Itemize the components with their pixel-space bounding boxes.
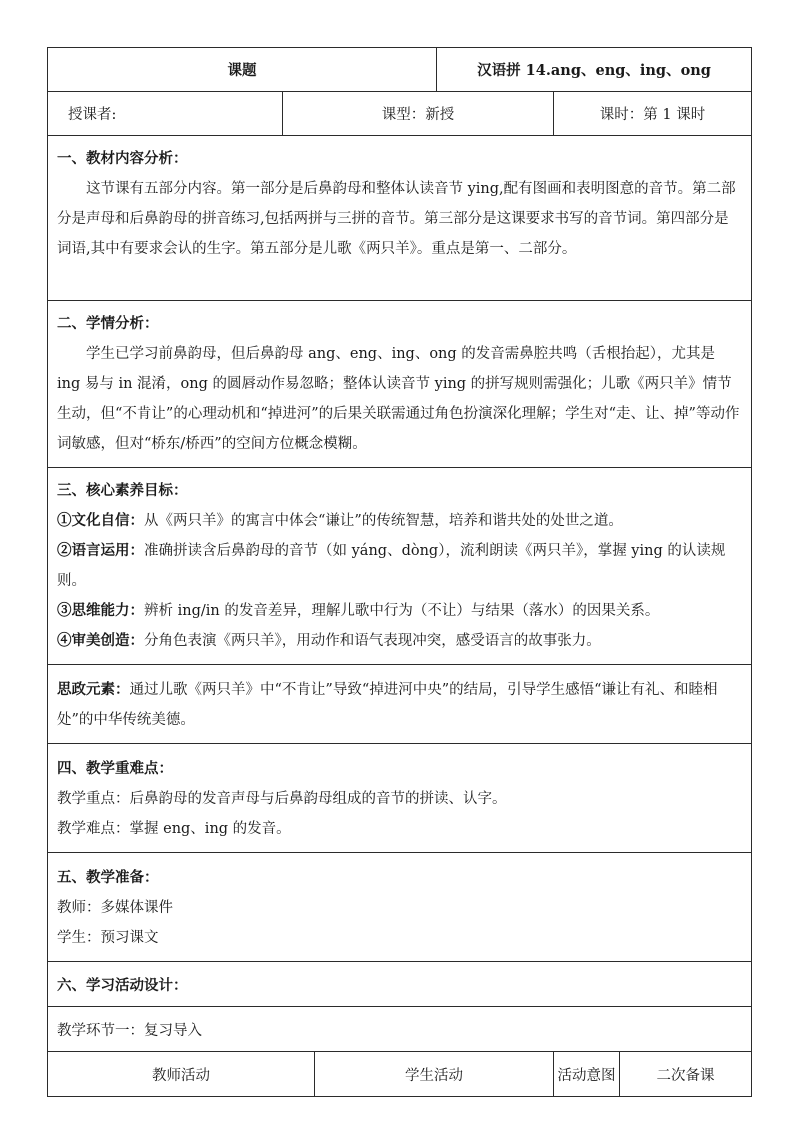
section-ideology [48, 665, 752, 744]
section-title: 六、学习活动设计： [48, 962, 752, 1007]
goal-label: ①文化自信： [57, 512, 144, 529]
step-row [48, 1007, 752, 1052]
teacher-field: 授课者: [48, 92, 283, 136]
goal-item [57, 626, 742, 656]
topic-value: 汉语拼 14.ang、eng、ing、ong [437, 48, 752, 92]
goal-item [57, 506, 742, 536]
section-title: 五、教学准备： [57, 869, 159, 886]
goal-label: ③思维能力： [57, 602, 144, 619]
goal-text: 分角色表演《两只羊》，用动作和语气表现冲突，感受语言的故事张力。 [144, 633, 601, 649]
goal-item [57, 596, 742, 626]
lesson-plan-page [47, 47, 751, 1097]
ideology-paragraph [57, 675, 742, 735]
section-title: 四、教学重难点： [57, 760, 173, 777]
section-key-points [48, 744, 752, 853]
goal-text: 准确拼读含后鼻韵母的音节（如 yáng、dòng），流利朗读《两只羊》，掌握 ying 的认读规则。 [57, 543, 726, 589]
section-body: 这节课有五部分内容。第一部分是后鼻韵母和整体认读音节 ying,配有图画和表明图意的音节。第二部分是声母和后鼻韵母的拼音练习,包括两拼与三拼的音节。第三部分是这课要求书写的音节词。第四部分是词语,其中有要求会认的生字。第五部分是儿歌《两只羊》。重点是第一、二部分。 [57, 181, 736, 257]
section-title: 一、教材内容分析： [57, 150, 188, 167]
topic-row [48, 48, 752, 92]
teacher-prep: 教师：多媒体课件 [57, 900, 173, 916]
section-material-analysis [48, 136, 752, 301]
section-title: 二、学情分析： [57, 315, 159, 332]
section-activity-design [48, 962, 752, 1007]
goal-label: ④审美创造： [57, 632, 144, 649]
section-title: 三、核心素养目标： [57, 482, 188, 499]
lesson-type-field: 课型：新授 [283, 92, 554, 136]
lesson-time-field: 课时：第 1 课时 [554, 92, 752, 136]
lesson-plan-table [47, 47, 752, 1097]
goal-item [57, 536, 742, 596]
col-student-activity: 学生活动 [315, 1052, 554, 1097]
goal-label: ②语言运用： [57, 542, 144, 559]
col-activity-intent: 活动意图 [554, 1052, 620, 1097]
info-row [48, 92, 752, 136]
step-one: 教学环节一：复习导入 [48, 1007, 752, 1052]
goal-text: 从《两只羊》的寓言中体会“谦让”的传统智慧，培养和谐共处的处世之道。 [144, 513, 623, 529]
col-teacher-activity: 教师活动 [48, 1052, 315, 1097]
section-core-goals [48, 468, 752, 665]
difficult-point: 教学难点：掌握 eng、ing 的发音。 [57, 821, 291, 837]
ideology-label: 思政元素： [57, 681, 130, 698]
student-prep: 学生：预习课文 [57, 930, 159, 946]
ideology-text: 通过儿歌《两只羊》中“不肯让”导致“掉进河中央”的结局，引导学生感悟“谦让有礼、和睦相处”的中华传统美德。 [57, 682, 718, 728]
activity-header-row [48, 1052, 752, 1097]
topic-label: 课题 [48, 48, 437, 92]
section-body: 学生已学习前鼻韵母，但后鼻韵母 ang、eng、ing、ong 的发音需鼻腔共鸣（舌根抬起），尤其是 ing 易与 in 混淆，ong 的圆唇动作易忽略；整体认读音节 ying 的拼写规则需强化；儿歌《两只羊》情节生动，但“不肯让”的心理动机和“掉进河”的后果关联需通过角色扮演深化理解；学生对“走、让、掉”等动作词敏感，但对“桥东/桥西”的空间方位概念模糊。 [57, 346, 740, 452]
key-point: 教学重点：后鼻韵母的发音声母与后鼻韵母组成的音节的拼读、认字。 [57, 791, 507, 807]
col-second-prep: 二次备课 [620, 1052, 752, 1097]
section-preparation [48, 853, 752, 962]
section-student-analysis [48, 301, 752, 468]
goal-text: 辨析 ing/in 的发音差异，理解儿歌中行为（不让）与结果（落水）的因果关系。 [144, 603, 660, 619]
